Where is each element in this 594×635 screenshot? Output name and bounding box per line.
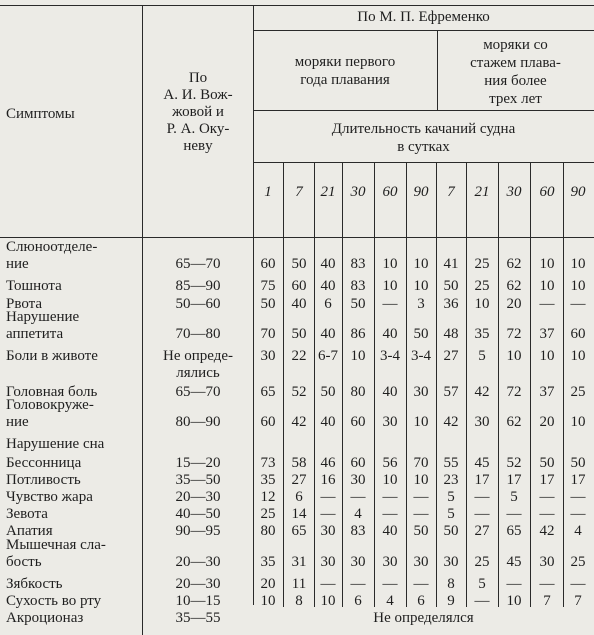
table-cell: 46 [320, 455, 336, 471]
table-cell: 10 [382, 472, 398, 488]
table-cell: — [474, 489, 490, 505]
day-col-rule [563, 162, 564, 607]
table-cell: 10 [539, 278, 555, 294]
table-cell: — [382, 506, 398, 522]
table-cell: 27 [291, 472, 307, 488]
header-group2-l2: стажем плава- [470, 55, 561, 71]
table-cell: — [570, 506, 586, 522]
table-cell: — [320, 576, 336, 592]
header-vozh-1: По [188, 70, 208, 86]
table-cell: 10 [260, 593, 276, 609]
row-symptom: Нарушение сна [6, 436, 105, 452]
table-cell: 10 [570, 348, 586, 364]
row-vozh-cont: лялись [176, 365, 220, 381]
table-cell: 62 [506, 278, 522, 294]
header-vozh-5: невy [183, 138, 213, 154]
row-vozh: 20—30 [175, 489, 221, 505]
row-vozh: 15—20 [175, 455, 221, 471]
table-cell: 27 [443, 348, 459, 364]
table-cell: 50 [320, 384, 336, 400]
table-cell: 14 [291, 506, 307, 522]
row-symptom: Зябкость [6, 576, 63, 592]
table-cell: 40 [382, 326, 398, 342]
row-vozh: Не опреде- [162, 348, 233, 364]
table-cell: 4 [574, 523, 582, 539]
day-col-rule [498, 162, 499, 607]
table-cell: 60 [570, 326, 586, 342]
table-cell: 6 [417, 593, 425, 609]
row-vozh: 80—90 [175, 414, 221, 430]
row-vozh: 90—95 [175, 523, 221, 539]
table-cell: 10 [570, 414, 586, 430]
top-rule [0, 5, 594, 6]
header-group2-l1: моряки со [483, 37, 548, 53]
table-cell: 10 [413, 414, 429, 430]
table-cell: 35 [260, 554, 276, 570]
table-cell: 50 [443, 278, 459, 294]
header-vozh-2: А. И. Вож- [163, 87, 233, 103]
table-cell: 10 [350, 348, 366, 364]
table-cell: 10 [382, 256, 398, 272]
header-duration-l2: в сутках [397, 139, 450, 155]
table-cell: 10 [413, 256, 429, 272]
table-cell: 20 [506, 296, 522, 312]
table-cell: 65 [260, 384, 276, 400]
table-cell: — [382, 576, 398, 592]
table-cell: 45 [474, 455, 490, 471]
table-cell: 70 [413, 455, 429, 471]
table-cell: 25 [570, 554, 586, 570]
col-rule-vozh [253, 5, 254, 605]
row-symptom: Бессонница [6, 455, 82, 471]
table-cell: 37 [539, 326, 555, 342]
day-header: 1 [264, 184, 272, 200]
table-cell: 25 [570, 384, 586, 400]
table-cell: 70 [260, 326, 276, 342]
row-symptom: Тошнота [6, 278, 62, 294]
table-cell: 80 [260, 523, 276, 539]
table-cell: 56 [382, 455, 398, 471]
table-cell: 8 [447, 576, 455, 592]
table-cell: 8 [295, 593, 303, 609]
table-cell: 55 [443, 455, 459, 471]
table-cell: 10 [413, 278, 429, 294]
day-header: 30 [350, 184, 366, 200]
header-group1-l2: года плавания [300, 72, 390, 88]
row-symptom: Слюноотделе- [6, 239, 98, 255]
table-cell: 10 [570, 256, 586, 272]
table-cell: 20 [539, 414, 555, 430]
table-cell: 7 [543, 593, 551, 609]
table-cell: 31 [291, 554, 307, 570]
table-cell: 83 [350, 523, 366, 539]
table-cell: 36 [443, 296, 459, 312]
day-col-rule [530, 162, 531, 607]
table-cell: 52 [291, 384, 307, 400]
day-header: 21 [474, 184, 490, 200]
table-cell: 40 [320, 278, 336, 294]
table-cell: 11 [291, 576, 307, 592]
table-cell: — [320, 489, 336, 505]
table-cell: 25 [474, 554, 490, 570]
table-cell: 12 [260, 489, 276, 505]
table-cell: 4 [354, 506, 362, 522]
row-vozh: 40—50 [175, 506, 221, 522]
row-vozh: 10—15 [175, 593, 221, 609]
row-vozh: 65—70 [175, 384, 221, 400]
header-group2-l4: трех лет [489, 91, 542, 107]
table-cell: 48 [443, 326, 459, 342]
day-col-rule [314, 162, 315, 607]
table-cell: 52 [506, 455, 522, 471]
table-cell: 30 [382, 414, 398, 430]
table-cell: — [539, 296, 555, 312]
table-cell: 50 [443, 523, 459, 539]
row-note: Не определялся [373, 610, 474, 626]
row-symptom: Потливость [6, 472, 81, 488]
row-symptom: Нарушение [6, 309, 80, 325]
table-cell: 16 [320, 472, 336, 488]
row-vozh: 35—55 [175, 610, 221, 626]
table-cell: 25 [260, 506, 276, 522]
table-cell: 5 [478, 576, 486, 592]
day-col-rule [436, 162, 437, 607]
table-cell: 72 [506, 384, 522, 400]
table-cell: 65 [291, 523, 307, 539]
table-cell: 10 [320, 593, 336, 609]
table-cell: 35 [474, 326, 490, 342]
row-vozh: 20—30 [175, 554, 221, 570]
table-cell: 50 [413, 326, 429, 342]
table-cell: 30 [443, 554, 459, 570]
table-cell: 50 [570, 455, 586, 471]
row-symptom: Головная боль [6, 384, 98, 400]
table-cell: — [506, 506, 522, 522]
day-header: 7 [295, 184, 303, 200]
row-symptom-cont: ние [6, 414, 29, 430]
table-cell: 40 [291, 296, 307, 312]
header-group2-l3: ния более [484, 73, 547, 89]
row-vozh: 20—30 [175, 576, 221, 592]
table-cell: 27 [474, 523, 490, 539]
table-cell: 3-4 [380, 348, 400, 364]
row-vozh: 50—60 [175, 296, 221, 312]
table-cell: 30 [382, 554, 398, 570]
table-cell: 50 [413, 523, 429, 539]
table-cell: 30 [320, 554, 336, 570]
day-col-rule [374, 162, 375, 607]
header-vozh-3: жовой и [172, 104, 224, 120]
table-cell: — [570, 296, 586, 312]
efr-rule [253, 30, 594, 31]
table-cell: 50 [291, 326, 307, 342]
header-symptoms: Симптомы [6, 106, 75, 122]
table-cell: 5 [510, 489, 518, 505]
table-cell: 10 [506, 348, 522, 364]
header-bottom-rule [0, 237, 594, 238]
table-cell: 30 [474, 414, 490, 430]
row-symptom: Апатия [6, 523, 53, 539]
table-cell: 75 [260, 278, 276, 294]
group-rule [253, 110, 594, 111]
table-cell: 10 [474, 296, 490, 312]
table-cell: 40 [382, 523, 398, 539]
table-cell: 10 [413, 472, 429, 488]
table-cell: 60 [350, 455, 366, 471]
table-cell: 50 [350, 296, 366, 312]
table-cell: 5 [478, 348, 486, 364]
table-cell: 80 [350, 384, 366, 400]
table-cell: 6 [324, 296, 332, 312]
table-cell: — [506, 576, 522, 592]
table-cell: 10 [539, 348, 555, 364]
table-cell: 7 [574, 593, 582, 609]
table-cell: — [382, 296, 398, 312]
table-cell: 23 [443, 472, 459, 488]
table-cell: 3-4 [411, 348, 431, 364]
table-cell: 41 [443, 256, 459, 272]
table-cell: 72 [506, 326, 522, 342]
header-duration-l1: Длительность качаний судна [331, 121, 516, 137]
table-cell: 9 [447, 593, 455, 609]
day-header: 7 [447, 184, 455, 200]
table-cell: 25 [474, 278, 490, 294]
table-cell: 42 [443, 414, 459, 430]
table-cell: 30 [350, 472, 366, 488]
table-cell: 30 [539, 554, 555, 570]
table-cell: 35 [260, 472, 276, 488]
day-header: 30 [506, 184, 522, 200]
table-cell: — [382, 489, 398, 505]
table-cell: 10 [506, 593, 522, 609]
table-cell: 30 [413, 554, 429, 570]
table-cell: 40 [320, 256, 336, 272]
header-vozh-4: Р. А. Оку- [166, 121, 230, 137]
row-symptom-cont: ние [6, 256, 29, 272]
day-header: 90 [413, 184, 429, 200]
table-cell: — [413, 506, 429, 522]
table-cell: 45 [506, 554, 522, 570]
table-cell: 30 [413, 384, 429, 400]
table-cell: 3 [417, 296, 425, 312]
header-efremenko: По М. П. Ефременко [357, 9, 490, 25]
table-cell: 62 [506, 256, 522, 272]
table-cell: 30 [260, 348, 276, 364]
table-cell: 42 [291, 414, 307, 430]
row-vozh: 70—80 [175, 326, 221, 342]
row-symptom-cont: бость [6, 554, 42, 570]
table-cell: 17 [474, 472, 490, 488]
table-cell: 10 [570, 278, 586, 294]
table-cell: 22 [291, 348, 307, 364]
table-cell: — [539, 576, 555, 592]
table-cell: 60 [291, 278, 307, 294]
table-cell: 83 [350, 256, 366, 272]
day-header: 60 [539, 184, 555, 200]
table-cell: 40 [320, 414, 336, 430]
table-cell: 42 [474, 384, 490, 400]
row-symptom: Зевота [6, 506, 48, 522]
table-cell: 58 [291, 455, 307, 471]
table-cell: 50 [539, 455, 555, 471]
table-cell: — [474, 506, 490, 522]
table-cell: 17 [570, 472, 586, 488]
table-cell: — [474, 593, 490, 609]
table-cell: 30 [350, 554, 366, 570]
table-cell: 60 [260, 256, 276, 272]
table-cell: 6 [295, 489, 303, 505]
table-cell: 25 [474, 256, 490, 272]
table-cell: — [570, 489, 586, 505]
table-cell: 40 [382, 384, 398, 400]
table-cell: 50 [291, 256, 307, 272]
table-cell: — [320, 506, 336, 522]
table-cell: 65 [506, 523, 522, 539]
table-cell: 20 [260, 576, 276, 592]
row-symptom: Чувство жара [6, 489, 93, 505]
row-symptom: Мышечная сла- [6, 537, 106, 553]
row-symptom: Рвота [6, 296, 43, 312]
table-cell: 60 [350, 414, 366, 430]
header-group1-l1: моряки первого [294, 54, 396, 70]
table-cell: 17 [539, 472, 555, 488]
row-symptom: Акроционаз [6, 610, 84, 626]
table-cell: 73 [260, 455, 276, 471]
row-symptom: Сухость во рту [6, 593, 102, 609]
table-cell: 40 [320, 326, 336, 342]
table-cell: 5 [447, 489, 455, 505]
table-cell: 5 [447, 506, 455, 522]
table-cell: — [350, 576, 366, 592]
row-vozh: 35—50 [175, 472, 221, 488]
day-header: 60 [382, 184, 398, 200]
day-col-rule [283, 162, 284, 607]
table-cell: 42 [539, 523, 555, 539]
table-cell: 17 [506, 472, 522, 488]
day-col-rule [406, 162, 407, 607]
table-cell: — [413, 489, 429, 505]
table-cell: 10 [539, 256, 555, 272]
table-cell: 4 [386, 593, 394, 609]
table-cell: 83 [350, 278, 366, 294]
row-symptom: Головокруже- [6, 397, 94, 413]
row-vozh: 65—70 [175, 256, 221, 272]
table-cell: — [539, 506, 555, 522]
duration-rule [253, 162, 594, 163]
table-cell: 62 [506, 414, 522, 430]
day-header: 90 [570, 184, 586, 200]
table-cell: 86 [350, 326, 366, 342]
day-col-rule [342, 162, 343, 607]
day-col-rule [466, 162, 467, 607]
table-cell: 50 [260, 296, 276, 312]
row-symptom-cont: аппетита [6, 326, 64, 342]
table-cell: 60 [260, 414, 276, 430]
row-symptom: Боли в животе [6, 348, 98, 364]
table-cell: 37 [539, 384, 555, 400]
table-cell: 10 [382, 278, 398, 294]
table-cell: — [413, 576, 429, 592]
row-vozh: 85—90 [175, 278, 221, 294]
table-cell: 6-7 [318, 348, 338, 364]
day-header: 21 [320, 184, 336, 200]
table-cell: — [350, 489, 366, 505]
table-cell: 30 [320, 523, 336, 539]
table-cell: — [539, 489, 555, 505]
table-cell: 57 [443, 384, 459, 400]
table-cell: 6 [354, 593, 362, 609]
table-cell: — [570, 576, 586, 592]
